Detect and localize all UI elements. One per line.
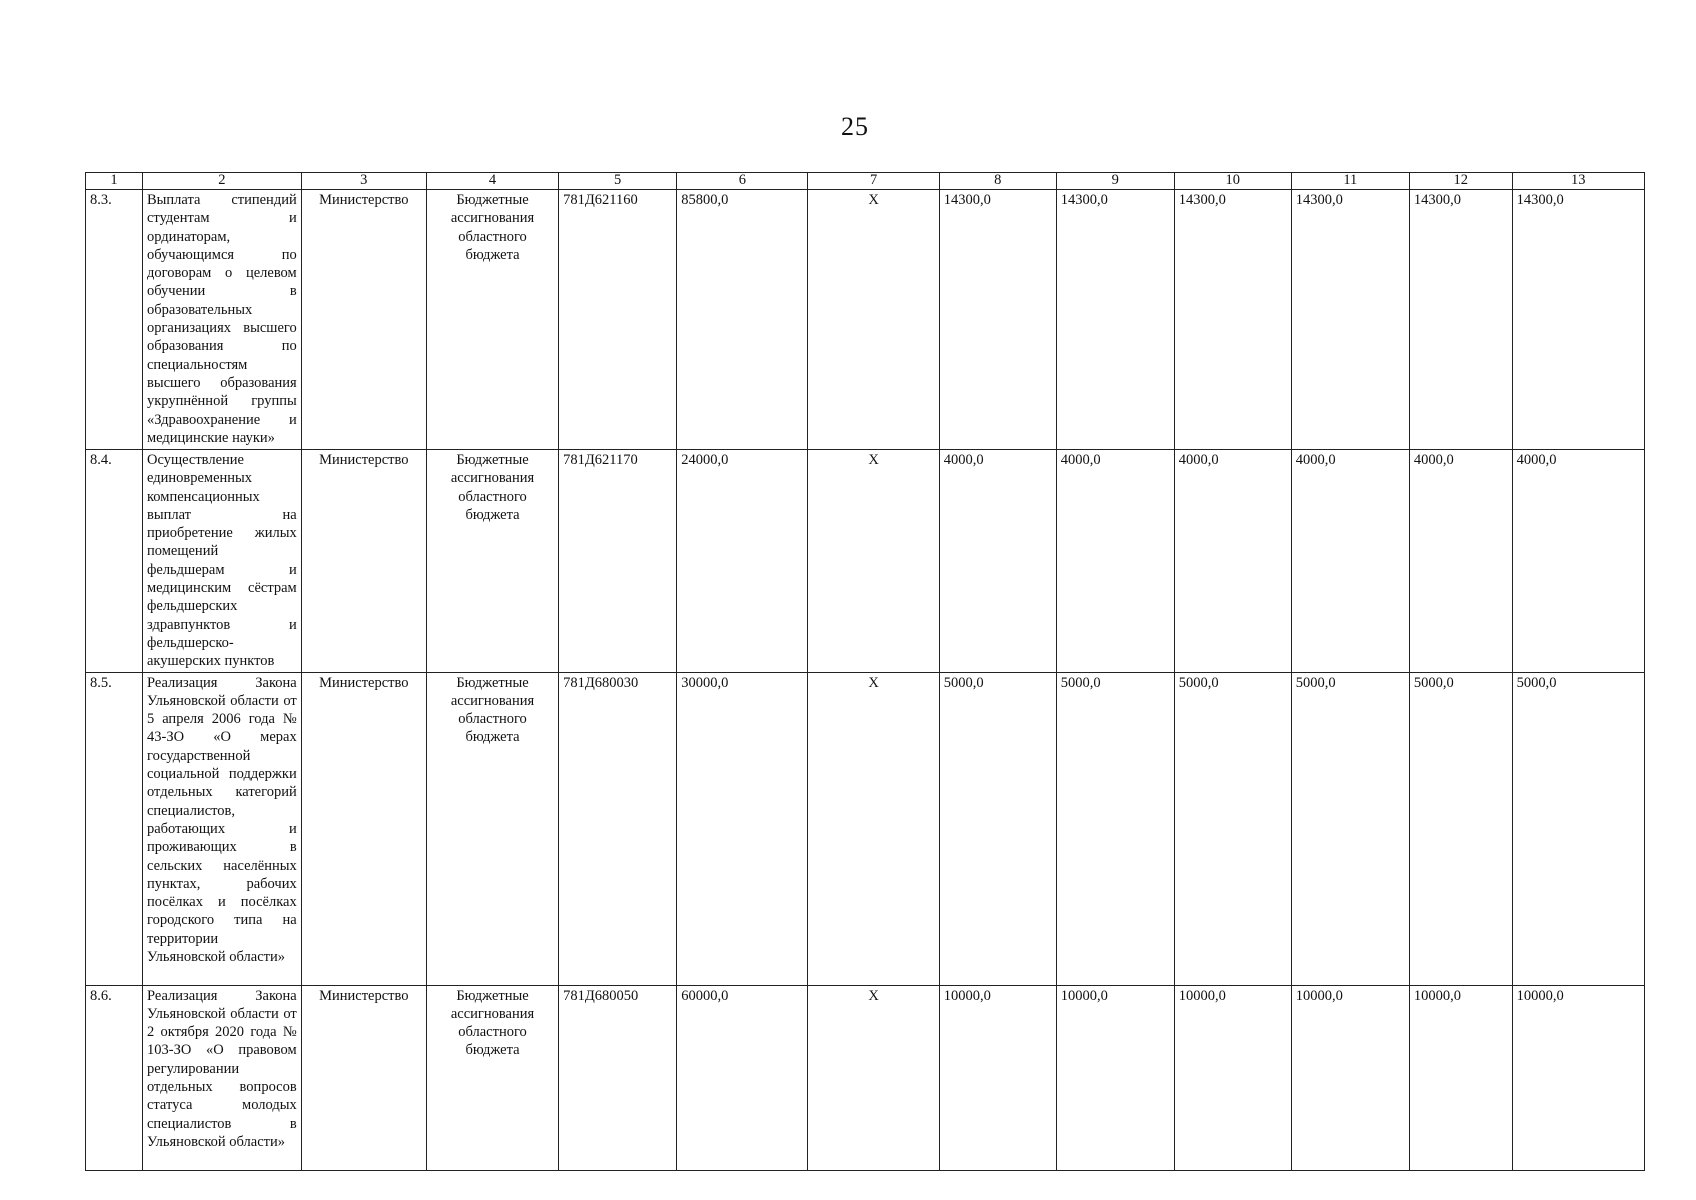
row-executor: Министерство [301, 450, 426, 673]
header-cell: 10 [1174, 173, 1291, 190]
row-year-value: 14300,0 [939, 190, 1056, 450]
row-source: Бюджетные ассигнования областного бюджета [426, 450, 558, 673]
row-year-value: 4000,0 [1056, 450, 1174, 673]
header-cell: 3 [301, 173, 426, 190]
row-source: Бюджетные ассигнования областного бюджета [426, 985, 558, 1170]
page-number: 25 [841, 112, 869, 141]
row-year-value: 5000,0 [1056, 672, 1174, 985]
row-total: 85800,0 [677, 190, 808, 450]
row-year-value: 14300,0 [1409, 190, 1512, 450]
row-year-value: 10000,0 [1056, 985, 1174, 1170]
header-cell: 9 [1056, 173, 1174, 190]
row-description: Реализация Закона Ульяновской области от 5 апреля 2006 года № 43-ЗО «О мерах государственной социальной поддержки отдельных категорий специалистов, работающих и проживающих в сельских населённых пунктах, рабочих посёлках и посёлках городского типа на территории Ульяновской области» [142, 672, 301, 985]
row-source: Бюджетные ассигнования областного бюджета [426, 672, 558, 985]
row-year-value: 10000,0 [1409, 985, 1512, 1170]
header-cell: 2 [142, 173, 301, 190]
header-row [86, 173, 1645, 190]
table-row [86, 190, 1645, 450]
row-description: Выплата стипендий студентам и ординаторам, обучающимся по договорам о целевом обучении в образовательных организациях высшего образования по специальностям высшего образования укрупнённой группы «Здравоохранение и медицинские науки» [142, 190, 301, 450]
row-year-value: 14300,0 [1512, 190, 1644, 450]
row-col7: X [808, 450, 939, 673]
row-col7: X [808, 672, 939, 985]
row-executor: Министерство [301, 672, 426, 985]
row-year-value: 10000,0 [1512, 985, 1644, 1170]
row-code: 781Д680050 [559, 985, 677, 1170]
row-executor: Министерство [301, 190, 426, 450]
row-year-value: 5000,0 [1409, 672, 1512, 985]
row-description: Реализация Закона Ульяновской области от 2 октября 2020 года № 103-ЗО «О правовом регулировании отдельных вопросов статуса молодых специалистов в Ульяновской области» [142, 985, 301, 1170]
header-cell: 6 [677, 173, 808, 190]
row-year-value: 5000,0 [939, 672, 1056, 985]
row-year-value: 10000,0 [1291, 985, 1409, 1170]
row-year-value: 10000,0 [939, 985, 1056, 1170]
header-cell: 1 [86, 173, 143, 190]
row-description: Осуществление единовременных компенсационных выплат на приобретение жилых помещений фельдшерам и медицинским сёстрам фельдшерских здравпунктов и фельдшерско-акушерских пунктов [142, 450, 301, 673]
row-year-value: 4000,0 [1291, 450, 1409, 673]
row-total: 60000,0 [677, 985, 808, 1170]
table-row [86, 985, 1645, 1170]
table-row [86, 450, 1645, 673]
row-year-value: 5000,0 [1174, 672, 1291, 985]
row-col7: X [808, 190, 939, 450]
table-row [86, 672, 1645, 985]
header-cell: 8 [939, 173, 1056, 190]
row-code: 781Д621160 [559, 190, 677, 450]
budget-table [85, 172, 1645, 1171]
row-total: 24000,0 [677, 450, 808, 673]
row-year-value: 14300,0 [1174, 190, 1291, 450]
row-number: 8.3. [86, 190, 143, 450]
row-year-value: 14300,0 [1291, 190, 1409, 450]
row-source: Бюджетные ассигнования областного бюджета [426, 190, 558, 450]
row-year-value: 14300,0 [1056, 190, 1174, 450]
row-number: 8.5. [86, 672, 143, 985]
row-year-value: 5000,0 [1291, 672, 1409, 985]
header-cell: 5 [559, 173, 677, 190]
row-year-value: 4000,0 [1512, 450, 1644, 673]
row-year-value: 4000,0 [1174, 450, 1291, 673]
header-cell: 7 [808, 173, 939, 190]
row-number: 8.4. [86, 450, 143, 673]
row-year-value: 4000,0 [939, 450, 1056, 673]
row-code: 781Д680030 [559, 672, 677, 985]
header-cell: 11 [1291, 173, 1409, 190]
header-cell: 12 [1409, 173, 1512, 190]
header-cell: 4 [426, 173, 558, 190]
header-cell: 13 [1512, 173, 1644, 190]
row-code: 781Д621170 [559, 450, 677, 673]
row-year-value: 4000,0 [1409, 450, 1512, 673]
row-year-value: 10000,0 [1174, 985, 1291, 1170]
row-number: 8.6. [86, 985, 143, 1170]
row-year-value: 5000,0 [1512, 672, 1644, 985]
row-total: 30000,0 [677, 672, 808, 985]
row-col7: X [808, 985, 939, 1170]
row-executor: Министерство [301, 985, 426, 1170]
